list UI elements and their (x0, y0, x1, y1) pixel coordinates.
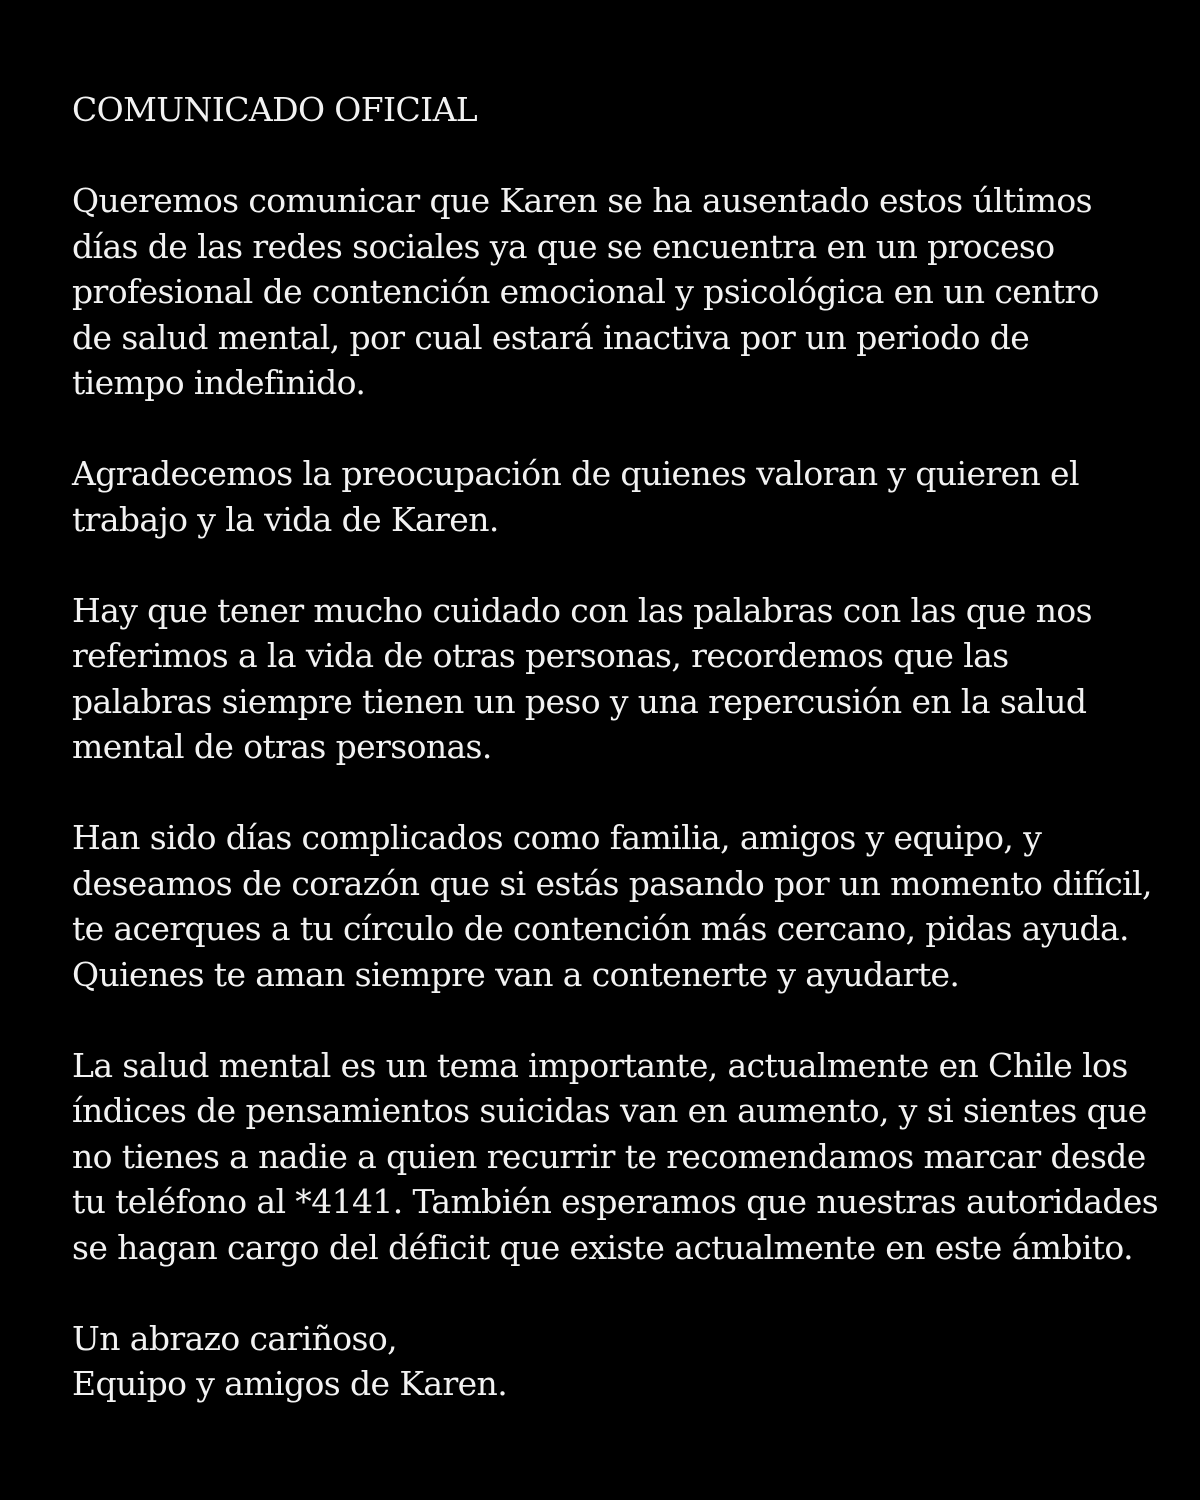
text-line: La salud mental es un tema importante, actualmente en Chile los (72, 1045, 1128, 1085)
paragraph-mental-health (72, 1043, 1162, 1271)
text-line: no tienes a nadie a quien recurrir te recomendamos marcar desde (72, 1136, 1146, 1176)
text-line: mental de otras personas. (72, 727, 492, 766)
signature-line: Equipo y amigos de Karen. (72, 1364, 508, 1403)
text-line: referimos a la vida de otras personas, recordemos que las (72, 636, 1009, 675)
paragraph-support (72, 815, 1162, 997)
closing-line: Un abrazo cariñoso, (72, 1318, 398, 1358)
text-line: Quienes te aman siempre van a contenerte y ayudarte. (72, 954, 960, 994)
text-line: de salud mental, por cual estará inactiva por un periodo de (72, 317, 1030, 357)
text-line: trabajo y la vida de Karen. (72, 499, 499, 539)
paragraph-words-care (72, 588, 1162, 770)
text-line: Han sido días complicados como familia, amigos y equipo, y (72, 818, 1042, 857)
closing-signature (72, 1316, 1162, 1407)
text-line: tu teléfono al *4141. También esperamos que nuestras autoridades (72, 1182, 1159, 1221)
text-line: Agradecemos la preocupación de quienes valoran y quieren el (72, 454, 1079, 493)
text-line: tiempo indefinido. (72, 363, 366, 402)
text-line: profesional de contención emocional y psicológica en un centro (72, 272, 1099, 311)
paragraph-gratitude (72, 451, 1162, 542)
statement-title: COMUNICADO OFICIAL (72, 90, 478, 129)
text-line: palabras siempre tienen un peso y una repercusión en la salud (72, 681, 1087, 721)
text-line: Hay que tener mucho cuidado con las palabras con las que nos (72, 590, 1093, 630)
text-line: se hagan cargo del déficit que existe actualmente en este ámbito. (72, 1227, 1134, 1267)
text-line: deseamos de corazón que si estás pasando por un momento difícil, (72, 863, 1152, 903)
text-line: índices de pensamientos suicidas van en aumento, y si sientes que (72, 1091, 1147, 1130)
text-line: te acerques a tu círculo de contención más cercano, pidas ayuda. (72, 909, 1129, 948)
official-statement (72, 87, 1162, 1407)
paragraph-absence (72, 178, 1162, 406)
text-line: Queremos comunicar que Karen se ha ausentado estos últimos (72, 181, 1092, 220)
text-line: días de las redes sociales ya que se encuentra en un proceso (72, 226, 1055, 266)
